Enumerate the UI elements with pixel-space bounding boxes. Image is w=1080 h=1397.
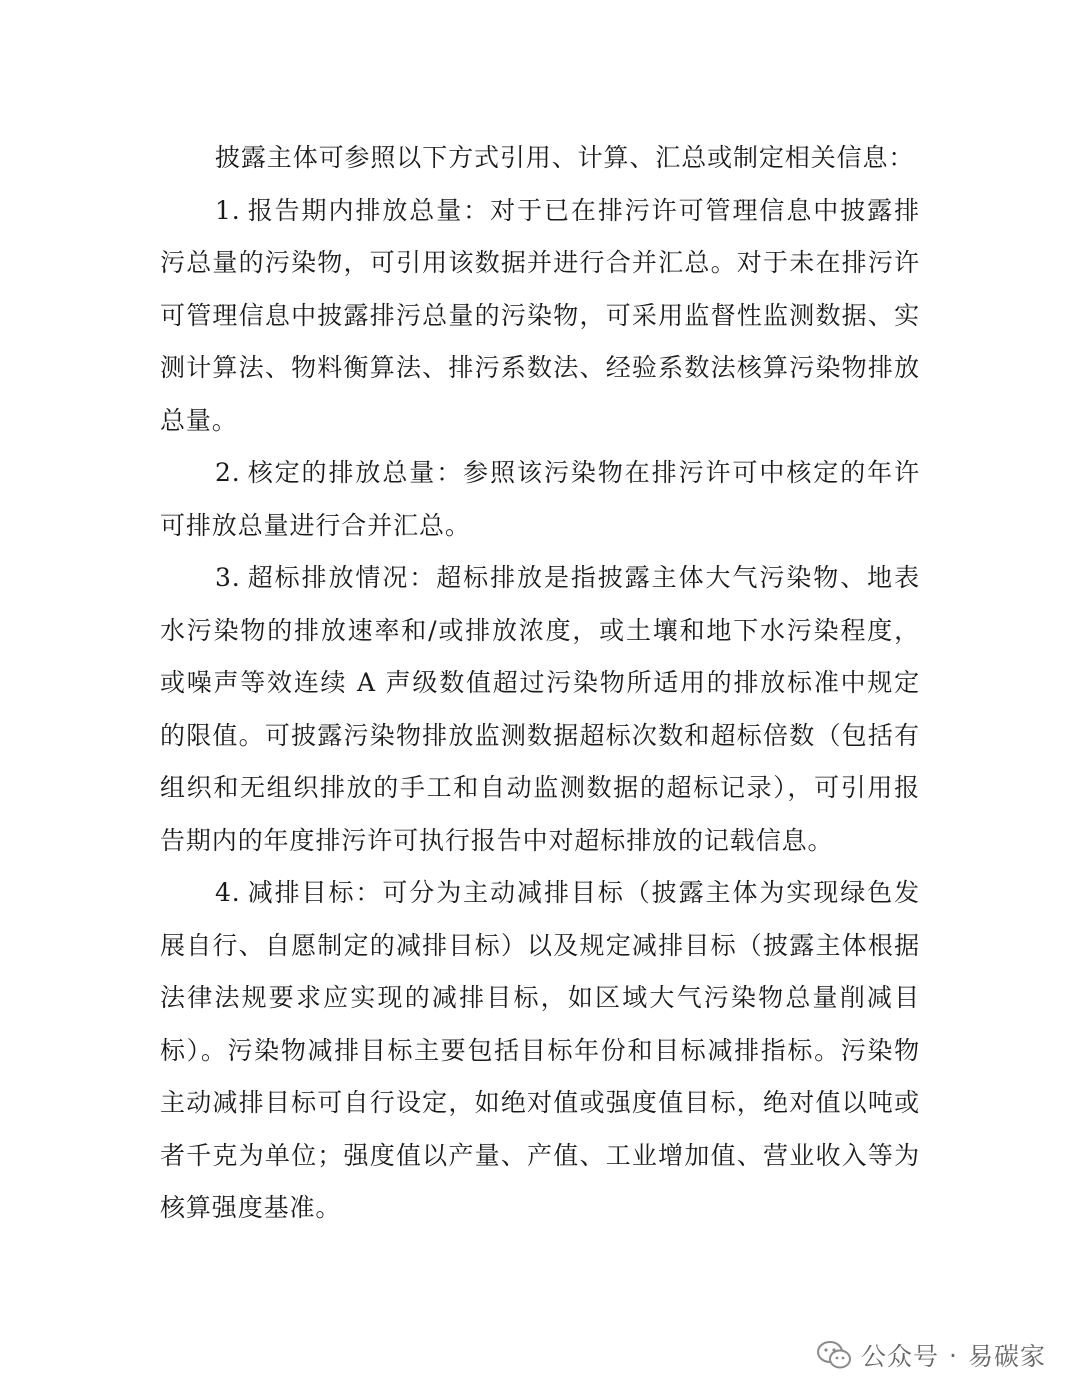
item-paragraph-1: [160, 185, 920, 448]
item-text: 核定的排放总量：参照该污染物在排污许可中核定的年许可排放总量进行合并汇总。: [160, 458, 920, 540]
item-number: 4.: [215, 878, 241, 907]
item-text: 减排目标：可分为主动减排目标（披露主体为实现绿色发展自行、自愿制定的减排目标）以及规定减排目标（披露主体根据法律法规要求应实现的减排目标，如区域大气污染物总量削减目标）。污染物减排目标主要包括目标年份和目标减排指标。污染物主动减排目标可自行设定，如绝对值或强度值目标，绝对值以吨或者千克为单位；强度值以产量、产值、工业增加值、营业收入等为核算强度基准。: [160, 878, 920, 1222]
watermark-account: 易碳家: [967, 1342, 1046, 1371]
item-paragraph-4: [160, 867, 920, 1235]
item-paragraph-2: [160, 447, 920, 552]
intro-paragraph: 披露主体可参照以下方式引用、计算、汇总或制定相关信息：: [215, 143, 915, 172]
item-number: 2.: [215, 458, 241, 487]
watermark-label: 公众号: [861, 1342, 940, 1371]
document-body: [160, 132, 920, 1235]
item-text: 超标排放情况：超标排放是指披露主体大气污染物、地表水污染物的排放速率和/或排放浓度，或土壤和地下水污染程度，或噪声等效连续 A 声级数值超过污染物所适用的排放标准中规定的限值。可披露污染物排放监测数据超标次数和超标倍数（包括有组织和无组织排放的手工和自动监测数据的超标记录），可引用报告期内的年度排污许可执行报告中对超标排放的记载信息。: [160, 563, 920, 855]
item-number: 1.: [215, 195, 241, 225]
wechat-icon: [817, 1340, 851, 1370]
item-paragraph-3: [160, 552, 920, 867]
item-number: 3.: [215, 563, 241, 592]
watermark-separator: ·: [949, 1340, 958, 1370]
item-text: 报告期内排放总量：对于已在排污许可管理信息中披露排污总量的污染物，可引用该数据并进行合并汇总。对于未在排污许可管理信息中披露排污总量的污染物，可采用监督性监测数据、实测计算法、物料衡算法、排污系数法、经验系数法核算污染物排放总量。: [160, 195, 920, 435]
account-watermark: [817, 1337, 1046, 1373]
